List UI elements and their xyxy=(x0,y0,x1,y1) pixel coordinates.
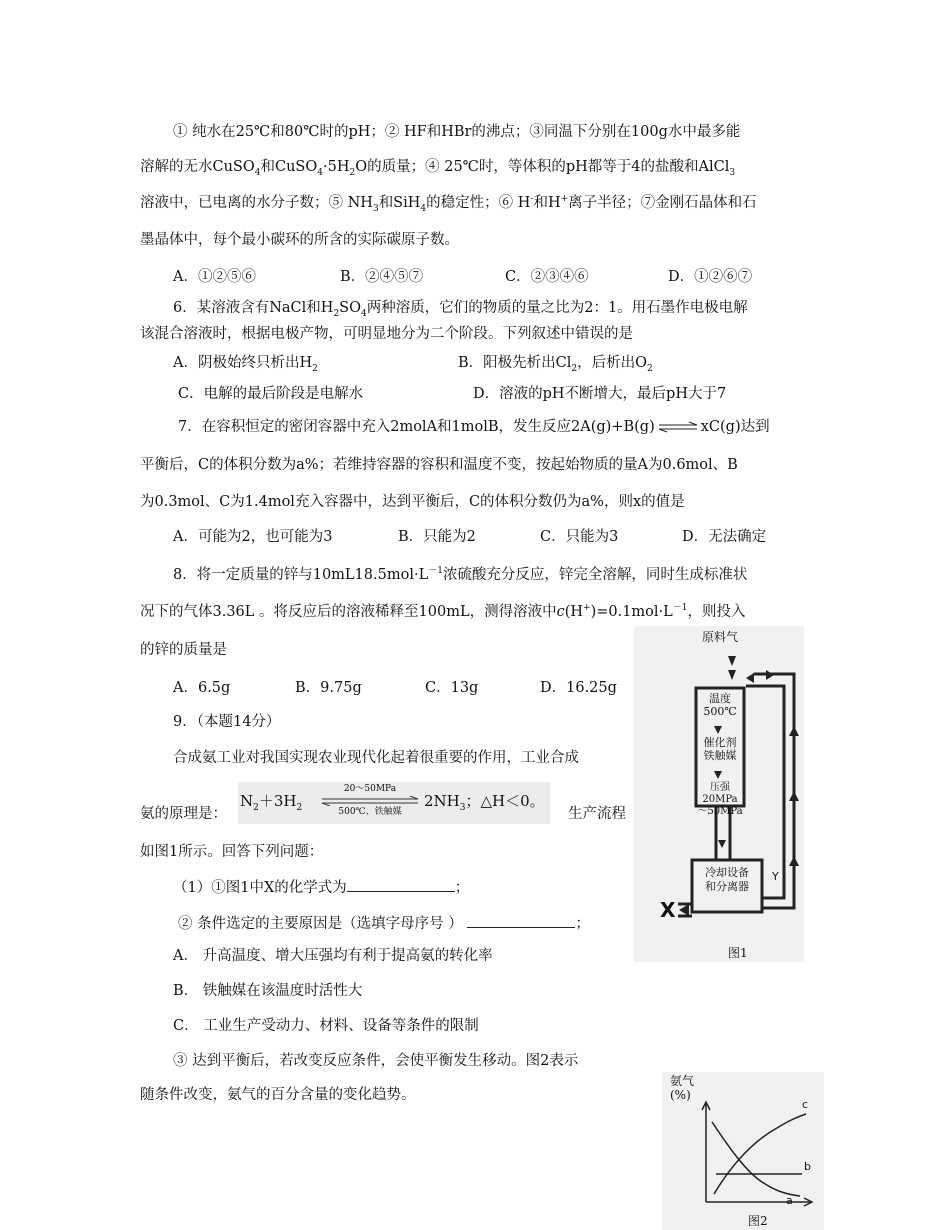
q8-option-d: D．16.25g xyxy=(540,680,617,696)
q9-intro-line2-start: 氨的原理是： xyxy=(140,806,227,822)
q9-part1-question2: ② 条件选定的主要原因是（选填字母序号 ） ； xyxy=(178,913,590,934)
q8-option-c: C．13g xyxy=(425,680,479,696)
q9-option-c: C． 工业生产受动力、材料、设备等条件的限制 xyxy=(173,1018,479,1034)
q9-option-b: B． 铁触媒在该温度时活性大 xyxy=(173,983,363,999)
synthesis-equation xyxy=(238,782,550,824)
q7-option-d: D．无法确定 xyxy=(682,529,767,545)
flow-y-label: Y xyxy=(772,870,779,883)
figure-2-trend-graph xyxy=(662,1072,824,1230)
equilibrium-arrow-icon xyxy=(320,796,420,806)
curve-label-c: c xyxy=(802,1098,809,1111)
q5-stem-line4: 墨晶体中，每个最小碳环的所含的实际碳原子数。 xyxy=(140,232,459,248)
equation-condition-bottom: 500℃、铁触媒 xyxy=(338,807,402,817)
q5-option-d: D．①②⑥⑦ xyxy=(668,269,753,285)
q5-stem-line3: 溶液中，已电离的水分子数；⑤ $NH_3$和SiH$_4$的稳定性；⑥ H-和H+离子半径；⑦金刚石晶体和石 xyxy=(140,194,757,214)
answer-blank-2[interactable] xyxy=(467,913,575,928)
flow-feed-gas-label: 原料气 xyxy=(702,630,739,644)
q5-stem-line1: ① 纯水在25℃和80℃时的pH；② HF和HBr的沸点；③同温下分别在100g水中最多能 xyxy=(173,124,741,140)
q9-part1-question1: （1）①图1中X的化学式为 ； xyxy=(173,877,469,898)
q6-stem-line2: 该混合溶液时，根据电极产物，可明显地分为二个阶段。下列叙述中错误的是 xyxy=(140,326,633,342)
figure-2-caption: 图2 xyxy=(748,1214,768,1228)
curve-label-a: a xyxy=(786,1194,793,1207)
q9-intro-line2-end: 生产流程 xyxy=(568,806,626,822)
q6-option-c: C．电解的最后阶段是电解水 xyxy=(178,386,364,402)
q9-part1-question3-line2: 随条件改变，氨气的百分含量的变化趋势。 xyxy=(140,1087,416,1103)
q6-option-d: D．溶液的pH不断增大，最后pH大于7 xyxy=(473,386,727,402)
q7-option-c: C．只能为3 xyxy=(540,529,619,545)
q9-title: 9．（本题14分） xyxy=(173,714,281,730)
figure-1-caption: 图1 xyxy=(728,946,748,960)
q6-option-b: B．阳极先析出$Cl_2$，后析出$O_2$ xyxy=(458,355,653,374)
q9-part1-question3-line1: ③ 达到平衡后，若改变反应条件，会使平衡发生移动。图2表示 xyxy=(173,1053,579,1069)
q7-stem-line2: 平衡后，C的体积分数为a%；若维持容器的容积和温度不变，按起始物质的量A为0.6mol、B xyxy=(140,457,738,473)
q6-stem-line1: 6．某溶液含有NaCl和$H_2SO_4$两种溶质，它们的物质的量之比为2：1。用石墨作电极电解 xyxy=(173,300,748,319)
equation-products: $2NH_3$；△H＜0。 xyxy=(424,792,545,813)
flow-box-catalyst: 催化剂 铁触媒 xyxy=(703,736,737,762)
q8-option-a: A．6.5g xyxy=(173,680,231,696)
equation-condition-top: 20～50MPa xyxy=(343,784,397,794)
q8-option-b: B．9.75g xyxy=(295,680,362,696)
curve-c xyxy=(714,1114,806,1194)
q7-stem-line3: 为0.3mol、C为1.4mol充入容器中，达到平衡后，C的体积分数仍为a%，则x的值是 xyxy=(140,494,685,510)
flow-box-temperature: 温度 500℃ xyxy=(703,692,737,718)
q9-intro-line1: 合成氨工业对我国实现农业现代化起着很重要的作用，工业合成 xyxy=(173,750,579,766)
answer-blank-1[interactable] xyxy=(347,877,455,892)
q5-option-c: C．②③④⑥ xyxy=(505,269,589,285)
q8-stem-line1: 8．将一定质量的锌与$10mL18.5mol\cdot L^{-1}$浓硫酸充分反应，锌完全溶解，同时生成标准状 xyxy=(173,566,748,583)
q8-stem-line2: 况下的气体3.36L 。将反应后的溶液稀释至100mL，测得溶液中$c(H^+)=0.1mol\cdot L^{-1}$，则投入 xyxy=(140,603,746,620)
q6-option-a: A．阴极始终只析出$H_2$ xyxy=(173,355,318,374)
q8-stem-line3: 的锌的质量是 xyxy=(140,642,227,658)
flow-x-label: X xyxy=(660,898,676,922)
equilibrium-arrow-icon xyxy=(655,420,701,434)
q9-option-a: A． 升高温度、增大压强均有利于提高氨的转化率 xyxy=(173,948,493,964)
q5-stem-line2: 溶解的无水CuSO$_4$和$CuSO_4\cdot 5H_2O$的质量；④ 25℃时，等体积的pH都等于4的盐酸和AlCl$_3$ xyxy=(140,159,736,178)
curve-a xyxy=(712,1122,800,1196)
flow-box-cooler-separator: 冷却设备 和分离器 xyxy=(705,866,749,893)
q7-stem-line1: 7．在容积恒定的密闭容器中充入2molA和1molB，发生反应2A(g)+B(g) xC(g)达到 xyxy=(178,419,770,435)
q5-option-a: A．①②⑤⑥ xyxy=(173,269,256,285)
q5-option-b: B．②④⑤⑦ xyxy=(340,269,424,285)
curve-label-b: b xyxy=(804,1160,811,1173)
graph-y-label: 氨气 (%) xyxy=(670,1074,695,1102)
figure-1-flow-diagram xyxy=(634,626,804,962)
q9-intro-line3: 如图1所示。回答下列问题： xyxy=(140,844,324,860)
flow-box-pressure: 压强 20MPa ～50MPa xyxy=(697,782,743,817)
q7-option-b: B．只能为2 xyxy=(398,529,476,545)
equation-reactants: $N_2+3H_2$ xyxy=(240,792,303,813)
q7-option-a: A．可能为2，也可能为3 xyxy=(173,529,333,545)
